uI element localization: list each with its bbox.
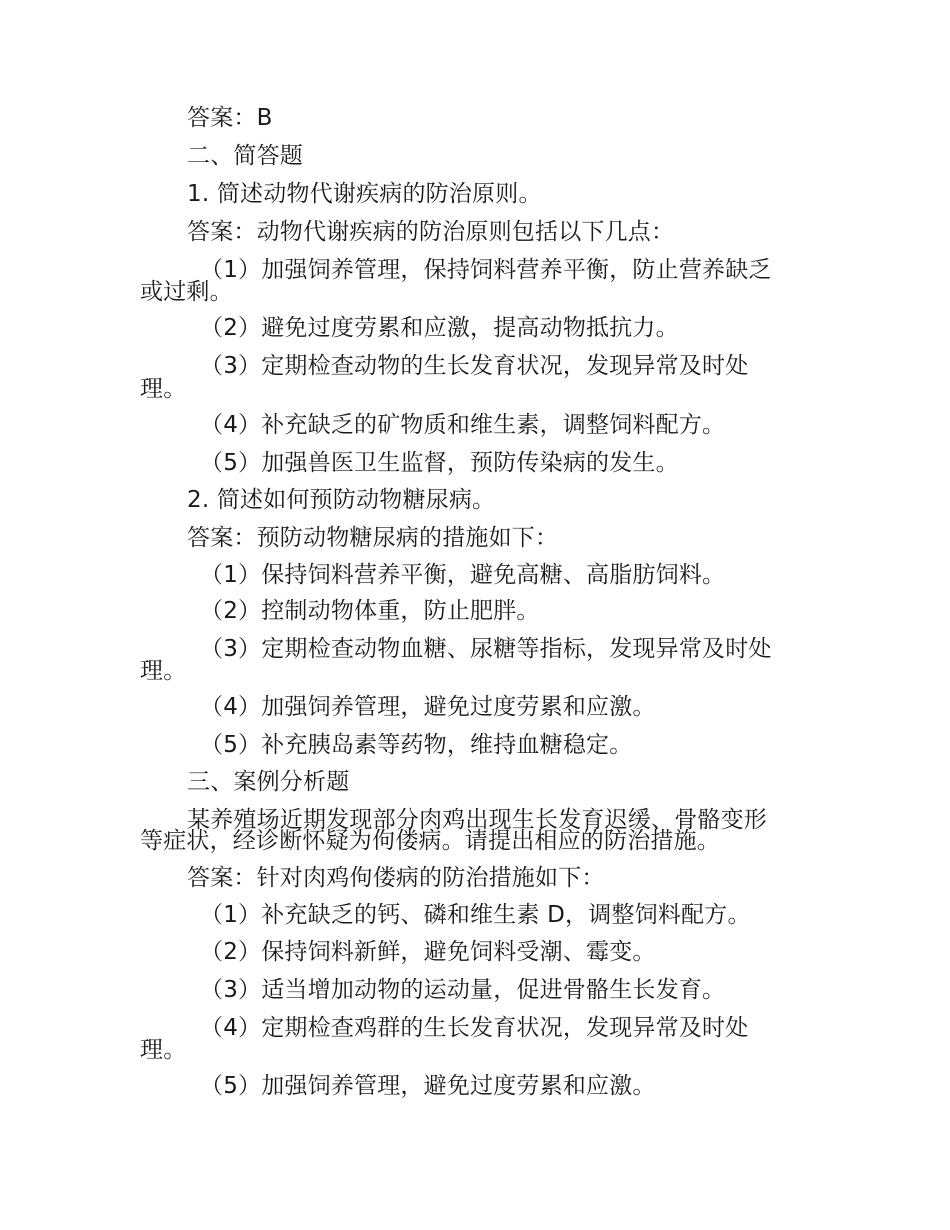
list-item: （4）定期检查鸡群的生长发育状况，发现异常及时处 <box>200 1015 749 1041</box>
answer-line: 答案：动物代谢疾病的防治原则包括以下几点： <box>187 219 675 245</box>
answer-line: 答案：针对肉鸡佝偻病的防治措施如下： <box>187 865 605 891</box>
section-heading: 三、案例分析题 <box>187 769 350 795</box>
question-line: 2. 简述如何预防动物糖尿病。 <box>187 487 496 513</box>
answer-line: 答案：预防动物糖尿病的措施如下： <box>187 525 559 551</box>
list-item: （3）定期检查动物血糖、尿糖等指标，发现异常及时处 <box>200 636 772 662</box>
list-item-continuation: 理。 <box>140 658 187 684</box>
question-line: 1. 简述动物代谢疾病的防治原则。 <box>187 181 542 207</box>
list-item: （1）补充缺乏的钙、磷和维生素 D，调整饲料配方。 <box>200 902 751 928</box>
list-item: （4）加强饲养管理，避免过度劳累和应激。 <box>200 694 656 720</box>
list-item: （5）加强饲养管理，避免过度劳累和应激。 <box>200 1073 656 1099</box>
list-item-continuation: 理。 <box>140 1037 187 1063</box>
list-item: （2）避免过度劳累和应激，提高动物抵抗力。 <box>200 315 679 341</box>
list-item: （5）补充胰岛素等药物，维持血糖稳定。 <box>200 732 633 758</box>
list-item-continuation: 理。 <box>140 376 187 402</box>
list-item: （3）适当增加动物的运动量，促进骨骼生长发育。 <box>200 977 726 1003</box>
list-item: （2）保持饲料新鲜，避免饲料受潮、霉变。 <box>200 939 656 965</box>
list-item: （1）保持饲料营养平衡，避免高糖、高脂肪饲料。 <box>200 562 726 588</box>
list-item-continuation: 或过剩。 <box>140 279 233 305</box>
list-item: （2）控制动物体重，防止肥胖。 <box>200 598 540 624</box>
list-item: （3）定期检查动物的生长发育状况，发现异常及时处 <box>200 353 749 379</box>
list-item: （1）加强饲养管理，保持饲料营养平衡，防止营养缺乏 <box>200 257 772 283</box>
answer-line: 答案：B <box>187 105 273 131</box>
section-heading: 二、简答题 <box>187 143 303 169</box>
list-item: （5）加强兽医卫生监督，预防传染病的发生。 <box>200 450 679 476</box>
list-item: （4）补充缺乏的矿物质和维生素，调整饲料配方。 <box>200 412 726 438</box>
case-paragraph-line: 某养殖场近期发现部分肉鸡出现生长发育迟缓、骨骼变形 <box>187 807 767 833</box>
case-paragraph-line: 等症状，经诊断怀疑为佝偻病。请提出相应的防治措施。 <box>140 828 720 854</box>
